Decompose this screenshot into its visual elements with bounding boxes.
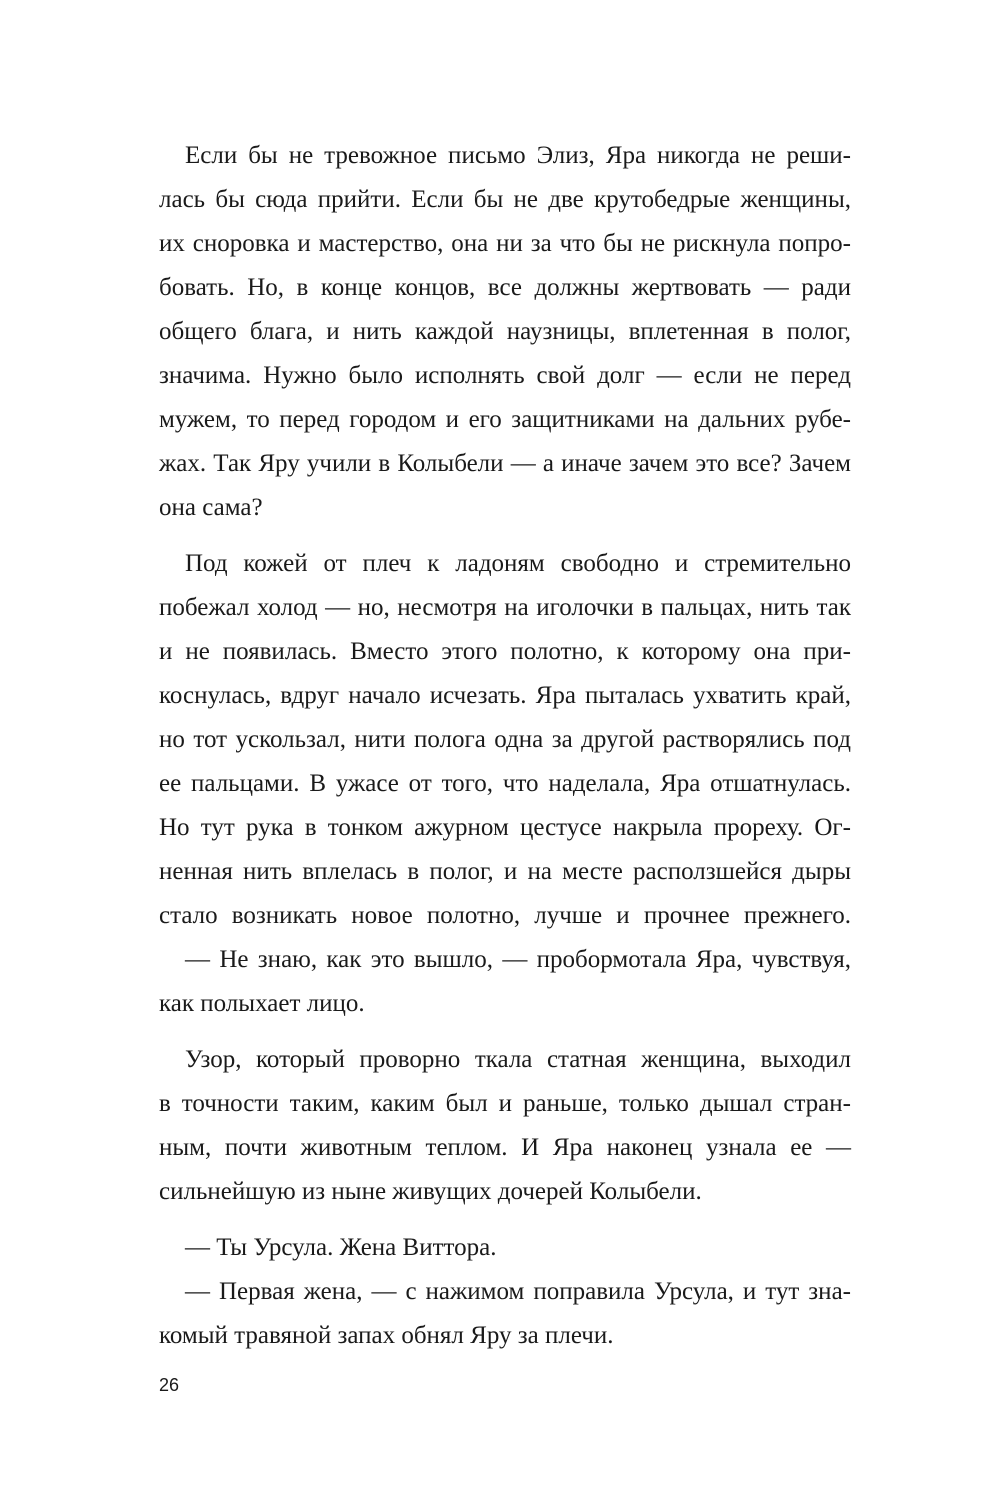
paragraph-1 [159, 134, 851, 530]
paragraph-3 [159, 938, 851, 1026]
text-line: ненная нить вплелась в полог, и на месте расползшейся дыры [159, 858, 851, 885]
text-line: лась бы сюда прийти. Если бы не две крутобедрые женщины, [159, 186, 851, 213]
text-line: Если бы не тревожное письмо Элиз, Яра никогда не реши- [185, 142, 851, 169]
text-line: ным, почти животным теплом. И Яра наконец узнала ее — [159, 1134, 851, 1161]
body-text [159, 134, 851, 1358]
text-line: ее пальцами. В ужасе от того, что наделала, Яра отшатнулась. [159, 770, 851, 797]
text-line: Но тут рука в тонком ажурном цестусе накрыла прореху. Ог- [159, 814, 851, 841]
text-line: стало возникать новое полотно, лучше и прочнее прежнего. [159, 902, 851, 929]
paragraph-6 [159, 1270, 851, 1358]
page-number: 26 [159, 1375, 180, 1395]
text-line: в точности таким, каким был и раньше, только дышал стран- [159, 1090, 851, 1117]
paragraph-4 [159, 1038, 851, 1214]
text-line: но тот ускользал, нити полога одна за другой растворялись под [159, 726, 851, 753]
text-line: комый травяной запах обнял Яру за плечи. [159, 1322, 614, 1349]
text-line: коснулась, вдруг начало исчезать. Яра пыталась ухватить край, [159, 682, 851, 709]
text-line: мужем, то перед городом и его защитниками на дальних рубе- [159, 406, 851, 433]
text-line: и не появилась. Вместо этого полотно, к которому она при- [159, 638, 851, 665]
text-line: — Первая жена, — с нажимом поправила Урсула, и тут зна- [185, 1278, 851, 1305]
text-line: бовать. Но, в конце концов, все должны жертвовать — ради [159, 274, 851, 301]
text-line: Узор, который проворно ткала статная женщина, выходил [185, 1046, 851, 1073]
text-line: их сноровка и мастерство, она ни за что бы не рискнула попро- [159, 230, 851, 257]
text-line: значима. Нужно было исполнять свой долг — если не перед [159, 362, 851, 389]
paragraph-5 [159, 1226, 851, 1270]
text-line: сильнейшую из ныне живущих дочерей Колыбели. [159, 1178, 702, 1205]
text-line: жах. Так Яру учили в Колыбели — а иначе зачем это все? Зачем [159, 450, 851, 477]
text-line: побежал холод — но, несмотря на иголочки в пальцах, нить так [159, 594, 851, 621]
text-line: — Ты Урсула. Жена Виттора. [185, 1234, 497, 1261]
text-line: общего блага, и нить каждой наузницы, вплетенная в полог, [159, 318, 851, 345]
text-line: она сама? [159, 494, 263, 521]
paragraph-2 [159, 542, 851, 938]
text-line: Под кожей от плеч к ладоням свободно и стремительно [185, 550, 851, 577]
text-line: — Не знаю, как это вышло, — пробормотала Яра, чувствуя, [185, 946, 851, 973]
text-line: как полыхает лицо. [159, 990, 365, 1017]
